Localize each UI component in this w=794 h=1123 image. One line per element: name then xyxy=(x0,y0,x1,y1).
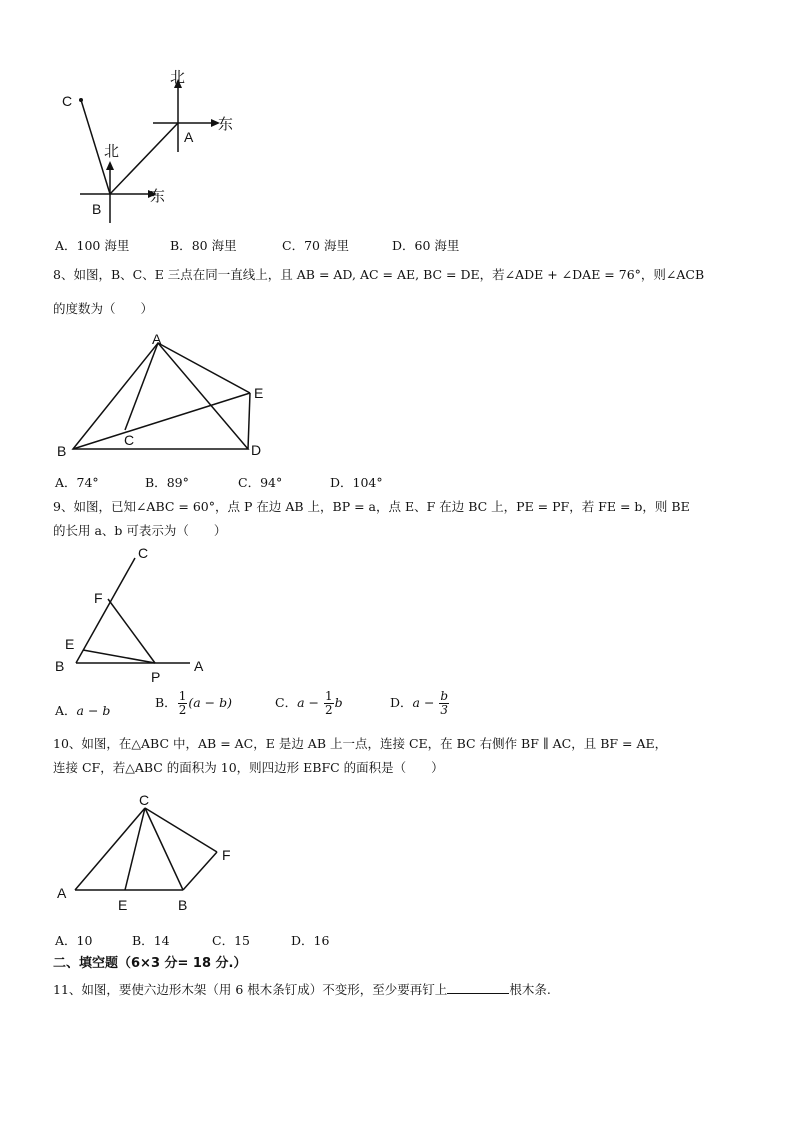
option-text: 89° xyxy=(166,475,189,490)
q7-option-b xyxy=(170,236,237,254)
label-east-b: 东 xyxy=(150,187,166,205)
label-e: E xyxy=(65,636,75,652)
option-key: B． xyxy=(155,695,177,710)
option-key: D． xyxy=(390,695,413,710)
q10-option-b xyxy=(132,931,170,949)
option-head: a − xyxy=(412,695,439,710)
q8-figure xyxy=(55,331,285,460)
fraction xyxy=(324,690,334,717)
q8-option-b xyxy=(145,473,189,491)
label-north-b: 北 xyxy=(104,142,120,160)
q10-option-c xyxy=(212,931,250,949)
option-text: 80 海里 xyxy=(191,238,237,253)
q9-option-d xyxy=(390,690,450,717)
label-north-a: 北 xyxy=(170,68,186,86)
label-e: E xyxy=(254,385,264,401)
option-text: 74° xyxy=(76,475,99,490)
q9-figure xyxy=(50,545,220,685)
option-key: A． xyxy=(55,475,77,490)
segment-ed xyxy=(248,393,250,449)
segment-pf xyxy=(108,599,155,663)
q11-text-before: 11、如图，要使六边形木架（用 6 根木条钉成）不变形，至少要再钉上 xyxy=(53,982,448,997)
segment-ba xyxy=(110,123,178,194)
fraction-denominator: 2 xyxy=(324,703,333,717)
option-key: C． xyxy=(282,238,305,253)
q10-question-line-1: 10、如图，在△ABC 中，AB = AC，E 是边 AB 上一点，连接 CE，在 BC 右侧作 BF ∥ AC，且 BF = AE， xyxy=(53,736,668,751)
label-f: F xyxy=(222,847,231,863)
q11-question xyxy=(53,981,551,999)
fraction-denominator: 3 xyxy=(440,703,449,717)
q9-option-b xyxy=(155,690,232,717)
q7-option-c xyxy=(282,236,349,254)
q8-option-c xyxy=(238,473,282,491)
q9-option-a xyxy=(55,701,110,719)
option-text: 15 xyxy=(234,933,250,948)
option-tail: b xyxy=(334,695,343,710)
option-tail: (a − b) xyxy=(188,695,232,710)
fraction-numerator: b xyxy=(440,689,449,703)
label-c: C xyxy=(62,93,73,109)
option-text: 70 海里 xyxy=(304,238,349,253)
label-b: B xyxy=(178,897,188,913)
triangle-abd xyxy=(73,343,248,449)
option-head: a − xyxy=(297,695,323,710)
option-text: 60 海里 xyxy=(414,238,460,253)
answer-blank[interactable] xyxy=(447,981,509,994)
q9-option-c xyxy=(275,690,343,717)
ray-bc xyxy=(76,558,135,663)
q11-text-after: 根木条. xyxy=(509,982,551,997)
fraction xyxy=(439,690,449,717)
q9-question-line-2: 的长用 a、b 可表示为（ ） xyxy=(53,523,227,538)
q7-option-d xyxy=(392,236,459,254)
q7-option-a xyxy=(55,236,129,254)
q10-figure xyxy=(50,790,250,920)
option-text: 100 海里 xyxy=(76,238,130,253)
option-key: B． xyxy=(132,933,154,948)
label-c: C xyxy=(124,432,135,448)
label-e: E xyxy=(118,897,128,913)
label-p: P xyxy=(151,669,161,685)
option-text: 14 xyxy=(153,933,170,948)
option-key: A． xyxy=(55,703,77,718)
segment-ac xyxy=(125,343,158,430)
q10-option-a xyxy=(55,931,92,949)
label-c: C xyxy=(138,545,149,561)
option-text: 10 xyxy=(76,933,93,948)
label-b: B xyxy=(57,443,67,459)
segment-bf xyxy=(183,852,217,890)
section-title: 二、填空题（6×3 分= 18 分.） xyxy=(53,956,247,971)
label-f: F xyxy=(94,590,103,606)
label-a: A xyxy=(57,885,67,901)
option-key: C． xyxy=(212,933,235,948)
q10-option-d xyxy=(291,931,329,949)
segment-ae xyxy=(158,343,250,393)
label-d: D xyxy=(251,442,262,458)
label-a: A xyxy=(184,129,194,145)
label-b: B xyxy=(55,658,65,674)
label-east-a: 东 xyxy=(218,115,234,133)
option-text: a − b xyxy=(76,703,111,718)
q8-question-line-1: 8、如图，B、C、E 三点在同一直线上，且 AB = AD, AC = AE, BC = DE，若∠ADE + ∠DAE = 76°，则∠ACB xyxy=(53,267,705,282)
option-key: C． xyxy=(275,695,298,710)
option-text: 94° xyxy=(260,475,283,490)
fraction-denominator: 2 xyxy=(178,703,187,717)
q8-option-d xyxy=(330,473,383,491)
segment-pe xyxy=(83,650,155,663)
option-key: D． xyxy=(392,238,415,253)
q10-question-line-2: 连接 CF，若△ABC 的面积为 10，则四边形 EBFC 的面积是（ ） xyxy=(53,760,444,775)
label-a: A xyxy=(152,331,162,347)
label-c: C xyxy=(139,792,150,808)
label-b: B xyxy=(92,201,102,217)
q7-figure xyxy=(50,65,310,225)
option-key: A． xyxy=(55,238,77,253)
option-text: 104° xyxy=(352,475,383,490)
fraction-numerator: 1 xyxy=(324,689,333,703)
option-key: A． xyxy=(55,933,77,948)
option-key: B． xyxy=(170,238,192,253)
option-key: B． xyxy=(145,475,167,490)
option-text: 16 xyxy=(313,933,330,948)
q8-option-a xyxy=(55,473,99,491)
fraction-numerator: 1 xyxy=(178,689,187,703)
fraction xyxy=(178,690,188,717)
q9-question-line-1: 9、如图，已知∠ABC = 60°，点 P 在边 AB 上，BP = a，点 E、F 在边 BC 上，PE = PF，若 FE = b，则 BE xyxy=(53,499,690,514)
option-key: D． xyxy=(330,475,353,490)
label-a: A xyxy=(194,658,204,674)
q8-question-line-2: 的度数为（ ） xyxy=(53,301,154,316)
option-key: C． xyxy=(238,475,261,490)
point-c xyxy=(79,98,83,102)
option-key: D． xyxy=(291,933,314,948)
